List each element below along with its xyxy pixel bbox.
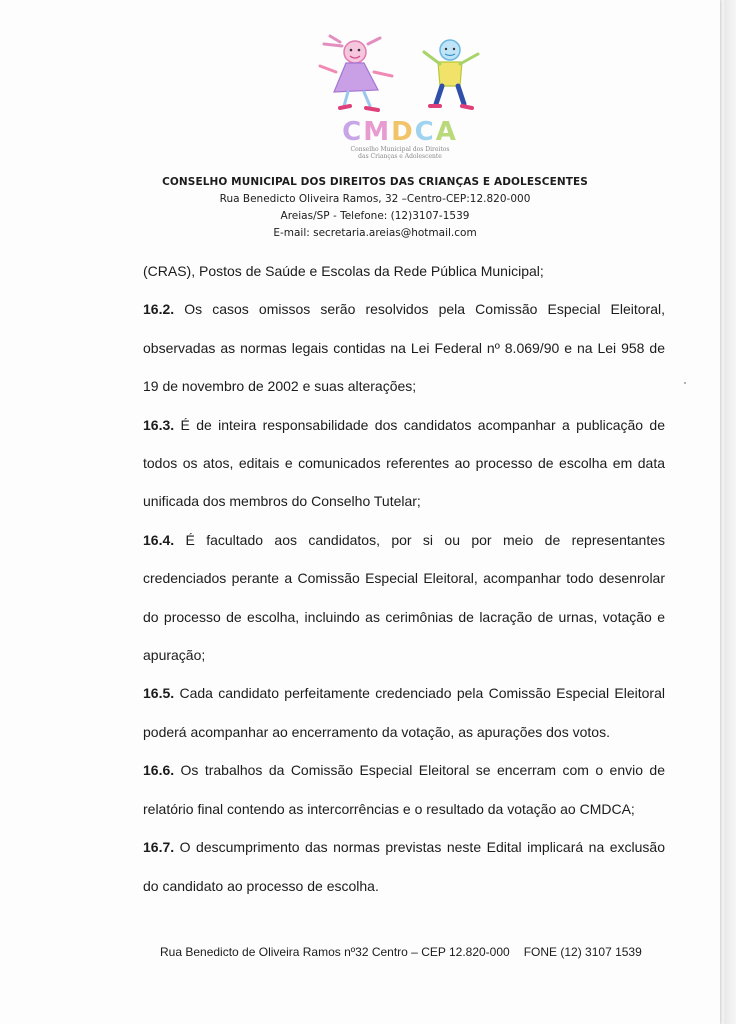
cmdca-logo — [300, 32, 500, 162]
page-footer — [160, 945, 660, 959]
clause-number: 16.6. — [143, 762, 175, 779]
paragraph-text: Os casos omissos serão resolvidos pela Comissão Especial Eleitoral, observadas as normas legais contidas na Lei Federal nº 8.069/90 e na Lei 958 de 19 de novembro de 2002 e suas alterações; — [143, 301, 665, 395]
letterhead-email: E-mail: secretaria.areias@hotmail.com — [273, 227, 477, 239]
svg-text:CMDCA: CMDCA — [342, 117, 458, 147]
paragraph-16-3 — [143, 406, 665, 521]
clause-number: 16.2. — [143, 301, 175, 318]
paragraph-continuation — [143, 252, 665, 290]
clause-number: 16.5. — [143, 685, 175, 702]
children-logo-illustration — [300, 32, 500, 162]
logo-subtitle-1: Conselho Municipal dos Direitos — [350, 146, 450, 153]
paragraph-16-2 — [143, 290, 665, 405]
footer-phone: FONE (12) 3107 1539 — [523, 945, 642, 959]
page-edge-shadow — [724, 0, 736, 1024]
paragraph-text: Cada candidato perfeitamente credenciado pela Comissão Especial Eleitoral poderá acompanhar ao encerramento da votação, as apurações dos votos. — [143, 685, 665, 740]
clause-number: 16.7. — [143, 839, 175, 856]
letterhead-address: Rua Benedicto Oliveira Ramos, 32 –Centro-CEP:12.820-000 — [219, 193, 531, 205]
footer-address: Rua Benedicto de Oliveira Ramos nº32 Centro – CEP 12.820-000 — [160, 945, 510, 959]
paragraph-16-7 — [143, 828, 665, 905]
clause-number: 16.3. — [143, 416, 175, 433]
paragraph-text: Os trabalhos da Comissão Especial Eleitoral se encerram com o envio de relatório final contendo as intercorrências e o resultado da votação ao CMDCA; — [143, 762, 665, 817]
clause-number: 16.4. — [143, 531, 175, 548]
paragraph-16-5 — [143, 674, 665, 751]
document-body — [143, 252, 665, 905]
paragraph-16-4 — [143, 521, 665, 675]
organization-name: CONSELHO MUNICIPAL DOS DIREITOS DAS CRIANÇAS E ADOLESCENTES — [162, 176, 588, 188]
letterhead — [150, 174, 600, 242]
paragraph-text: (CRAS), Postos de Saúde e Escolas da Rede Pública Municipal; — [143, 263, 544, 279]
logo-subtitle-2: das Crianças e Adolescente — [358, 153, 442, 160]
paragraph-text: O descumprimento das normas previstas neste Edital implicará na exclusão do candidato ao processo de escolha. — [143, 839, 665, 894]
letterhead-phone: Areias/SP - Telefone: (12)3107-1539 — [280, 210, 470, 222]
paragraph-text: É facultado aos candidatos, por si ou por meio de representantes credenciados perante a Comissão Especial Eleitoral, acompanhar todo desenrolar do processo de escolha, incluindo as cerimônias de lacração de urnas, votação e apuração; — [143, 531, 665, 664]
paragraph-text: É de inteira responsabilidade dos candidatos acompanhar a publicação de todos os atos, editais e comunicados referentes ao processo de escolha em data unificada dos membros do Conselho Tutelar; — [143, 416, 665, 510]
scan-speck — [684, 382, 686, 384]
paragraph-16-6 — [143, 751, 665, 828]
